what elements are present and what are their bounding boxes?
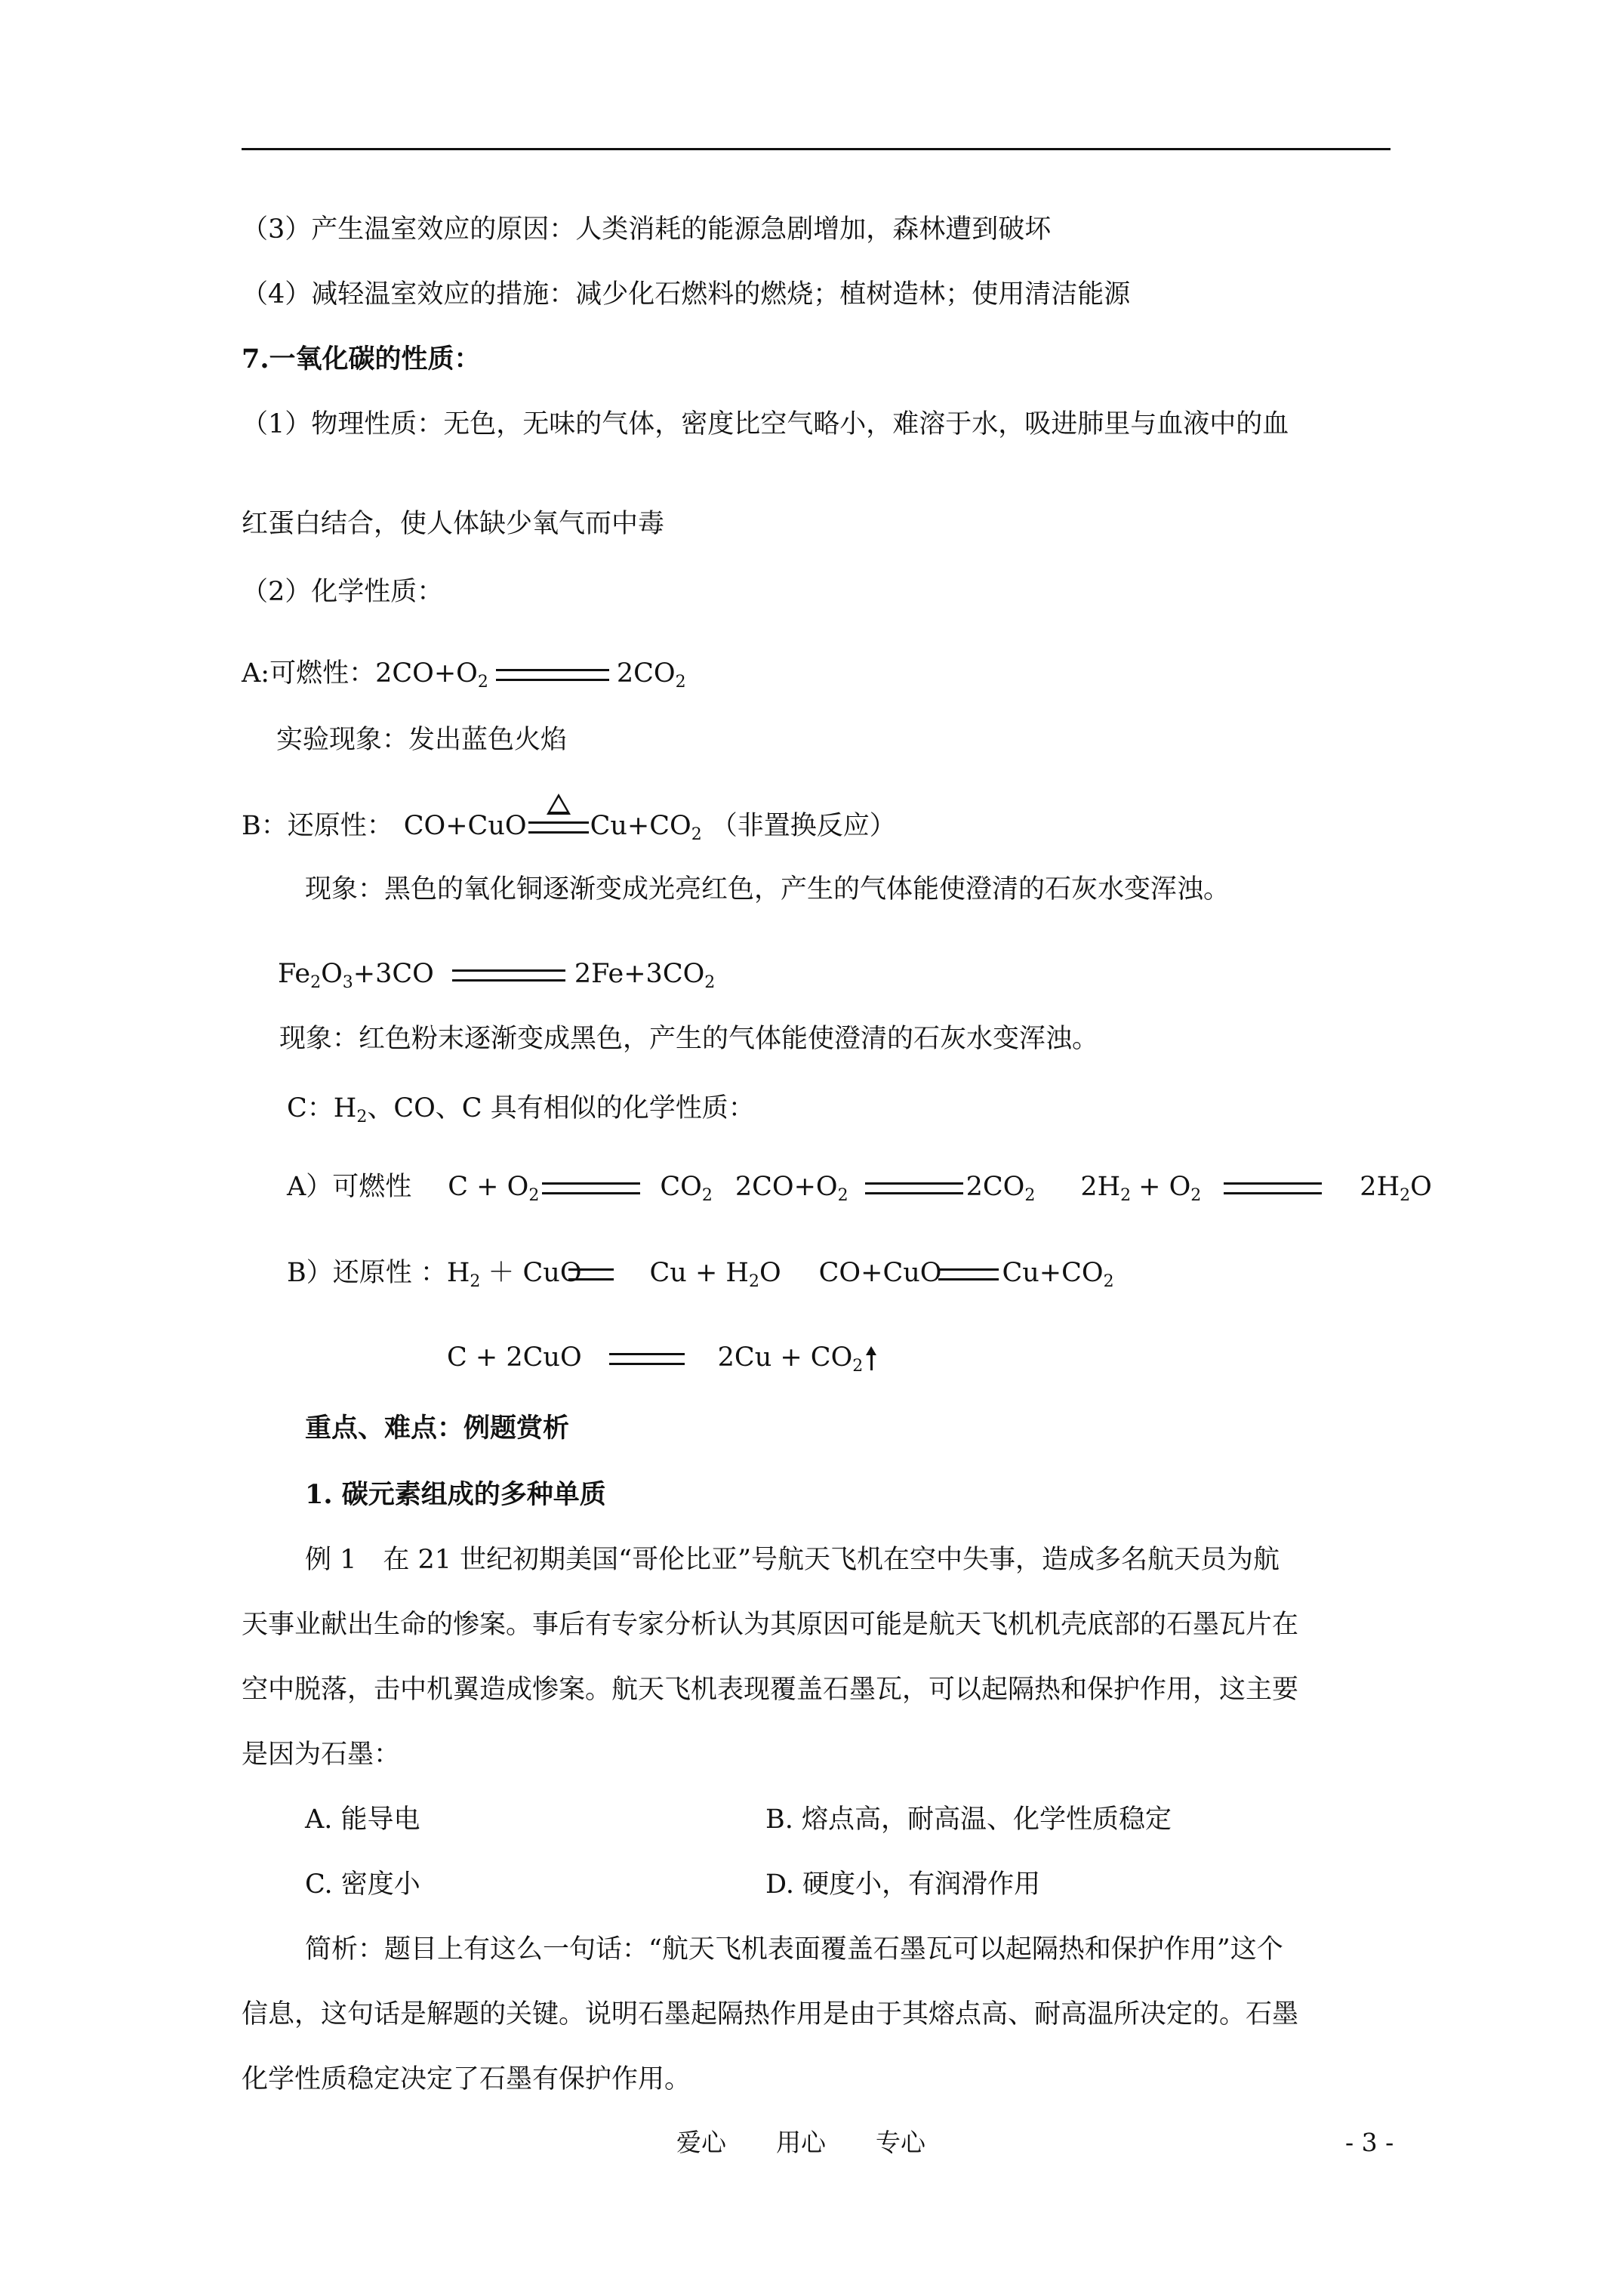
double-equal-sign — [609, 1353, 685, 1365]
text-line: 天事业献出生命的惨案。事后有专家分析认为其原因可能是航天飞机机壳底部的石墨瓦片在 — [242, 1610, 1299, 1640]
section-heading: 重点、难点：例题赏析 — [305, 1413, 570, 1444]
equation-carbon-reduction: C + 2CuO $2Cu + CO_2$ — [447, 1341, 876, 1374]
double-equal-sign — [865, 1182, 963, 1194]
option-c: C. 密度小 — [305, 1869, 420, 1900]
option-a: A. 能导电 — [305, 1804, 420, 1835]
text-line: 化学性质稳定决定了石墨有保护作用。 — [242, 2064, 691, 2094]
text-line: 现象：红色粉末逐渐变成黑色，产生的气体能使澄清的石灰水变浑浊。 — [279, 1024, 1099, 1054]
text-line: 是因为石墨： — [242, 1740, 401, 1770]
equation-label: A:可燃性： — [242, 658, 376, 689]
text-line: （4）减轻温室效应的措施：减少化石燃料的燃烧；植树造林；使用清洁能源 — [242, 279, 1131, 310]
equation-reactants: 2CO+O — [375, 658, 478, 689]
text-line: 红蛋白结合，使人体缺少氧气而中毒 — [242, 509, 665, 539]
equation-reduction: B：还原性： CO+CuO $Cu+CO_2$ （非置换反应） — [242, 809, 896, 843]
header-rule — [242, 148, 1390, 150]
option-d: D. 硬度小，有润滑作用 — [765, 1869, 1041, 1900]
heat-triangle-icon — [547, 794, 571, 815]
equation-reactants: CO+CuO — [403, 811, 527, 841]
text-line: 例 1 在 21 世纪初期美国“哥伦比亚”号航天飞机在空中失事，造成多名航天员为航 — [305, 1545, 1280, 1575]
equation-products: Cu+CO — [590, 811, 691, 841]
equation-row-combustibility: A）可燃性 $C + O_2$ $CO_2$ $2CO+O_2$ $2CO_2$ $2H_2 + O_2$ $2H_2O$ — [287, 1172, 1432, 1205]
subsection-heading: 1. 碳元素组成的多种单质 — [305, 1479, 606, 1510]
gas-up-arrow-icon — [866, 1346, 876, 1370]
double-equal-sign — [542, 1182, 640, 1194]
page-number: - 3 - — [1345, 2128, 1394, 2157]
text-line: C：$H_2$、CO、C 具有相似的化学性质： — [287, 1093, 755, 1126]
footer-motto: 爱心 用心 专心 — [676, 2128, 925, 2157]
double-equal-sign — [528, 821, 589, 834]
double-equal-sign — [938, 1268, 999, 1281]
option-b: B. 熔点高，耐高温、化学性质稳定 — [765, 1804, 1172, 1835]
equation-iron-oxide: $Fe_2O_3+3CO$ $2Fe+3CO_2$ — [278, 959, 716, 992]
text-line: 实验现象：发出蓝色火焰 — [276, 725, 568, 755]
text-line: 现象：黑色的氧化铜逐渐变成光亮红色，产生的气体能使澄清的石灰水变浑浊。 — [305, 874, 1230, 905]
equation-products: 2CO — [616, 658, 676, 689]
double-equal-sign — [452, 969, 565, 982]
section-heading: 7.一氧化碳的性质： — [242, 344, 481, 374]
equation-combustion: A:可燃性：$2CO+O_2$ $2CO_2$ — [242, 658, 686, 692]
text-line: 信息，这句话是解题的关键。说明石墨起隔热作用是由于其熔点高、耐高温所决定的。石墨 — [242, 1999, 1299, 2029]
double-equal-sign — [568, 1268, 614, 1281]
equation-row-reducibility: B）还原性 ：$H_2$ ＋ CuO $Cu + H_2O$ CO+CuO $Cu+CO_2$ — [287, 1258, 1114, 1291]
equation-note: （非置换反应） — [710, 811, 896, 841]
text-line: 简析：题目上有这么一句话：“航天飞机表面覆盖石墨瓦可以起隔热和保护作用”这个 — [305, 1934, 1283, 1965]
double-equal-sign — [496, 669, 609, 681]
text-line: （3）产生温室效应的原因：人类消耗的能源急剧增加，森林遭到破坏 — [242, 214, 1052, 245]
text-line: （2）化学性质： — [242, 577, 444, 607]
text-line: 空中脱落，击中机翼造成惨案。航天飞机表现覆盖石墨瓦，可以起隔热和保护作用，这主要 — [242, 1675, 1299, 1705]
equation-label: B：还原性： — [242, 811, 393, 841]
text-line: （1）物理性质：无色，无味的气体，密度比空气略小，难溶于水，吸进肺里与血液中的血 — [242, 409, 1289, 439]
double-equal-sign — [1224, 1182, 1322, 1194]
